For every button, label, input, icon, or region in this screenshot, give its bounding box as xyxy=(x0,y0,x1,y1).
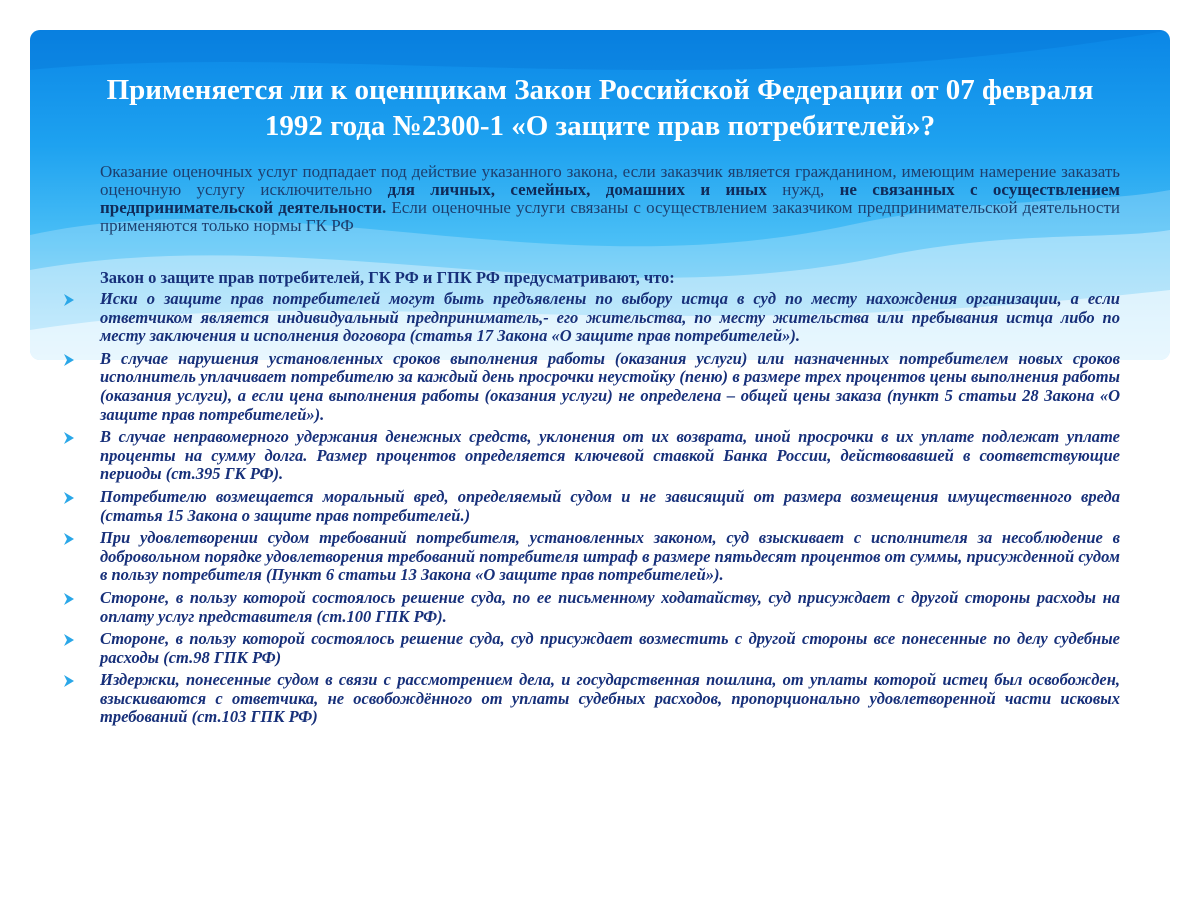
intro-text-3: Если оценочные услуги связаны с осуществлением заказчиком предпринимательской деятельности применяются только нормы ГК РФ xyxy=(100,198,1120,235)
intro-emphasis-2: не связанных с осуществлением предпринимательской деятельности. xyxy=(100,180,1120,217)
arrow-right-icon xyxy=(62,592,76,606)
list-item xyxy=(62,529,1120,585)
list-item-text: Стороне, в пользу которой состоялось решение суда, по ее письменному ходатайству, суд присуждает с другой стороны расходы на оплату услуг представителя (ст.100 ГПК РФ). xyxy=(100,587,1120,626)
intro-text-2: нужд, xyxy=(766,180,840,199)
list-item xyxy=(62,428,1120,484)
arrow-right-icon xyxy=(62,674,76,688)
page-title: Применяется ли к оценщикам Закон Российской Федерации от 07 февраля 1992 года №2300-1 «О защите прав потребителей»? xyxy=(106,74,1094,142)
list-lead: Закон о защите прав потребителей, ГК РФ и ГПК РФ предусматривают, что: xyxy=(100,268,675,287)
arrow-right-icon xyxy=(62,293,76,307)
list-item-text: При удовлетворении судом требований потребителя, установленных законом, суд взыскивает с исполнителя за несоблюдение в добровольном порядке удовлетворения требований потребителя штраф в размере пятьдесят процентов от суммы, присужденной судом в пользу потребителя (Пункт 6 статьи 13 Закона «О защите прав потребителей»). xyxy=(100,528,1120,585)
intro-paragraph xyxy=(100,163,1120,235)
list-item-text: В случае нарушения установленных сроков выполнения работы (оказания услуги) или назначенных потребителем новых сроков исполнитель уплачивает потребителю за каждый день просрочки неустойку (пеню) в размере трех процентов цены выполнения работы (оказания услуги), а если цена выполнения работы (оказания услуги) не определена – общей цены заказа (пункт 5 статьи 28 Закона «О защите прав потребителей»). xyxy=(100,348,1120,424)
list-item xyxy=(62,488,1120,525)
list-item xyxy=(62,671,1120,727)
list-item xyxy=(62,290,1120,346)
list-item-text: Потребителю возмещается моральный вред, определяемый судом и не зависящий от размера возмещения имущественного вреда (статья 15 Закона о защите прав потребителей.) xyxy=(100,486,1120,525)
intro-emphasis-1: для личных, семейных, домашних и иных xyxy=(387,180,767,199)
list-item-text: Стороне, в пользу которой состоялось решение суда, суд присуждает возместить с другой стороны все понесенные по делу судебные расходы (ст.98 ГПК РФ) xyxy=(100,629,1120,667)
arrow-right-icon xyxy=(62,491,76,505)
list-item xyxy=(62,589,1120,626)
list-item-text: Издержки, понесенные судом в связи с рассмотрением дела, и государственная пошлина, от уплаты которой истец был освобожден, взыскиваются с ответчика, не освобождённого от уплаты судебных расходов, пропорционально удовлетворенной части исковых требований (ст.103 ГПК РФ) xyxy=(100,670,1120,727)
bullet-list xyxy=(62,290,1120,731)
list-item-text: В случае неправомерного удержания денежных средств, уклонения от их возврата, иной просрочки в их уплате подлежат уплате проценты на сумму долга. Размер процентов определяется ключевой ставкой Банка России, действовавшей в соответствующие периоды (ст.395 ГК РФ). xyxy=(100,427,1120,484)
list-item-text: Иски о защите прав потребителей могут быть предъявлены по выбору истца в суд по месту нахождения организации, а если ответчиком является индивидуальный предприниматель,- его жительства, по месту жительства или пребывания истца либо по месту заключения и исполнения договора (статья 17 Закона «О защите прав потребителей»). xyxy=(100,289,1120,346)
intro-text-1: Оказание оценочных услуг подпадает под действие указанного закона, если заказчик является гражданином, имеющим намерение заказать оценочную услугу исключительно xyxy=(100,162,1120,199)
arrow-right-icon xyxy=(62,633,76,647)
arrow-right-icon xyxy=(62,431,76,445)
list-item xyxy=(62,350,1120,424)
list-item xyxy=(62,630,1120,667)
arrow-right-icon xyxy=(62,353,76,367)
arrow-right-icon xyxy=(62,532,76,546)
